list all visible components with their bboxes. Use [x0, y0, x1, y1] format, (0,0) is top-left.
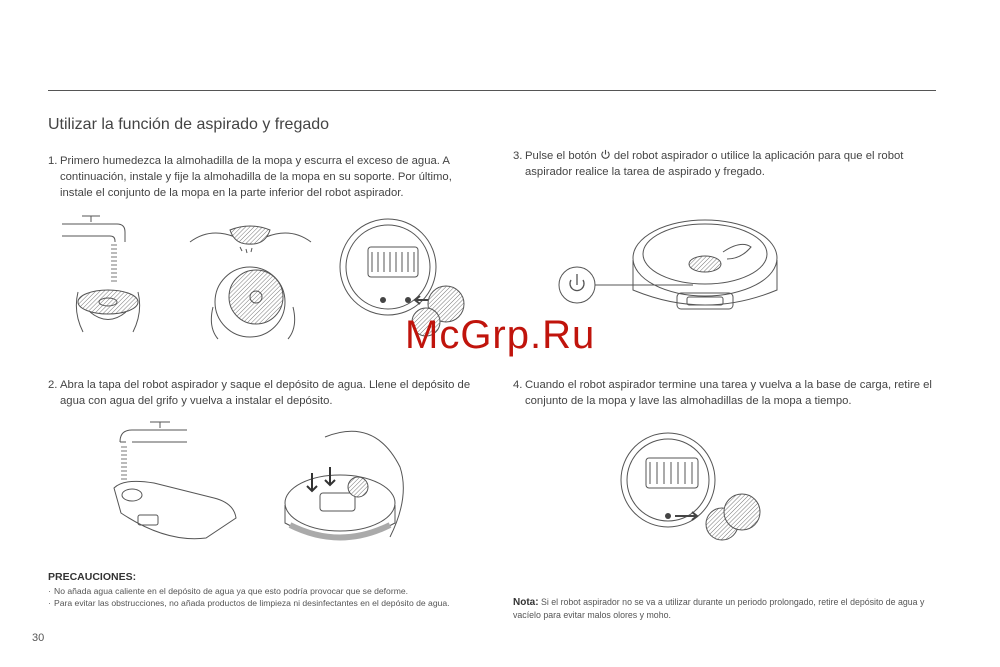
illustration-start-cleaning	[555, 208, 795, 328]
illustration-open-lid-robot	[280, 425, 410, 555]
page-number: 30	[32, 632, 45, 644]
step-3-text-before: Pulse el botón	[525, 150, 597, 162]
precaution-text-2: Para evitar las obstrucciones, no añada productos de limpieza ni desinfectantes en el depósito de agua.	[54, 598, 450, 608]
precautions-heading: PRECAUCIONES:	[48, 571, 137, 583]
step-3-number: 3.	[513, 150, 523, 162]
step-1-text: Primero humedezca la almohadilla de la mopa y escurra el exceso de agua. A continuación, instale y fije la almohadilla de la mopa en su soporte. Por último, instale el conjunto de la mopa en la parte inferior del robot aspirador.	[60, 155, 452, 199]
top-rule	[48, 90, 936, 91]
step-2-text: Abra la tapa del robot aspirador y saque el depósito de agua. Llene el depósito de agua con agua del grifo y vuelva a instalar el depósito.	[60, 379, 471, 407]
bullet: ·	[48, 586, 51, 596]
precaution-item-2	[48, 598, 488, 609]
illustration-remove-mop-assembly	[620, 420, 765, 545]
step-4-number: 4.	[513, 379, 523, 391]
section-title: Utilizar la función de aspirado y fregado	[48, 116, 330, 133]
illustration-wet-mop-pad	[60, 212, 155, 347]
step-3	[513, 148, 933, 180]
step-3-text-after: del robot aspirador o utilice la aplicación para que el robot aspirador realice la tarea de aspirado y fregado.	[525, 150, 904, 178]
step-1-number: 1.	[48, 155, 58, 167]
step-3-text	[513, 148, 933, 180]
watermark: McGrp.Ru	[405, 313, 596, 357]
illustration-attach-mop-pad	[188, 212, 313, 342]
step-4	[513, 377, 933, 409]
note-label: Nota:	[513, 597, 539, 608]
step-2	[48, 377, 478, 409]
step-4-text: Cuando el robot aspirador termine una tarea y vuelva a la base de carga, retire el conjunto de la mopa y lave las almohadillas de la mopa a tiempo.	[525, 379, 932, 407]
step-1	[48, 153, 478, 201]
illustration-fill-water-tank	[110, 420, 245, 545]
power-icon	[600, 149, 611, 160]
step-2-number: 2.	[48, 379, 58, 391]
precaution-item-1	[48, 586, 488, 597]
bullet: ·	[48, 598, 51, 608]
precaution-text-1: No añada agua caliente en el depósito de agua ya que esto podría provocar que se deforme.	[54, 586, 409, 596]
note	[513, 596, 938, 621]
note-text: Si el robot aspirador no se va a utilizar durante un periodo prolongado, retire el depósito de agua y vacíelo para evitar malos olores y moho.	[513, 597, 925, 620]
